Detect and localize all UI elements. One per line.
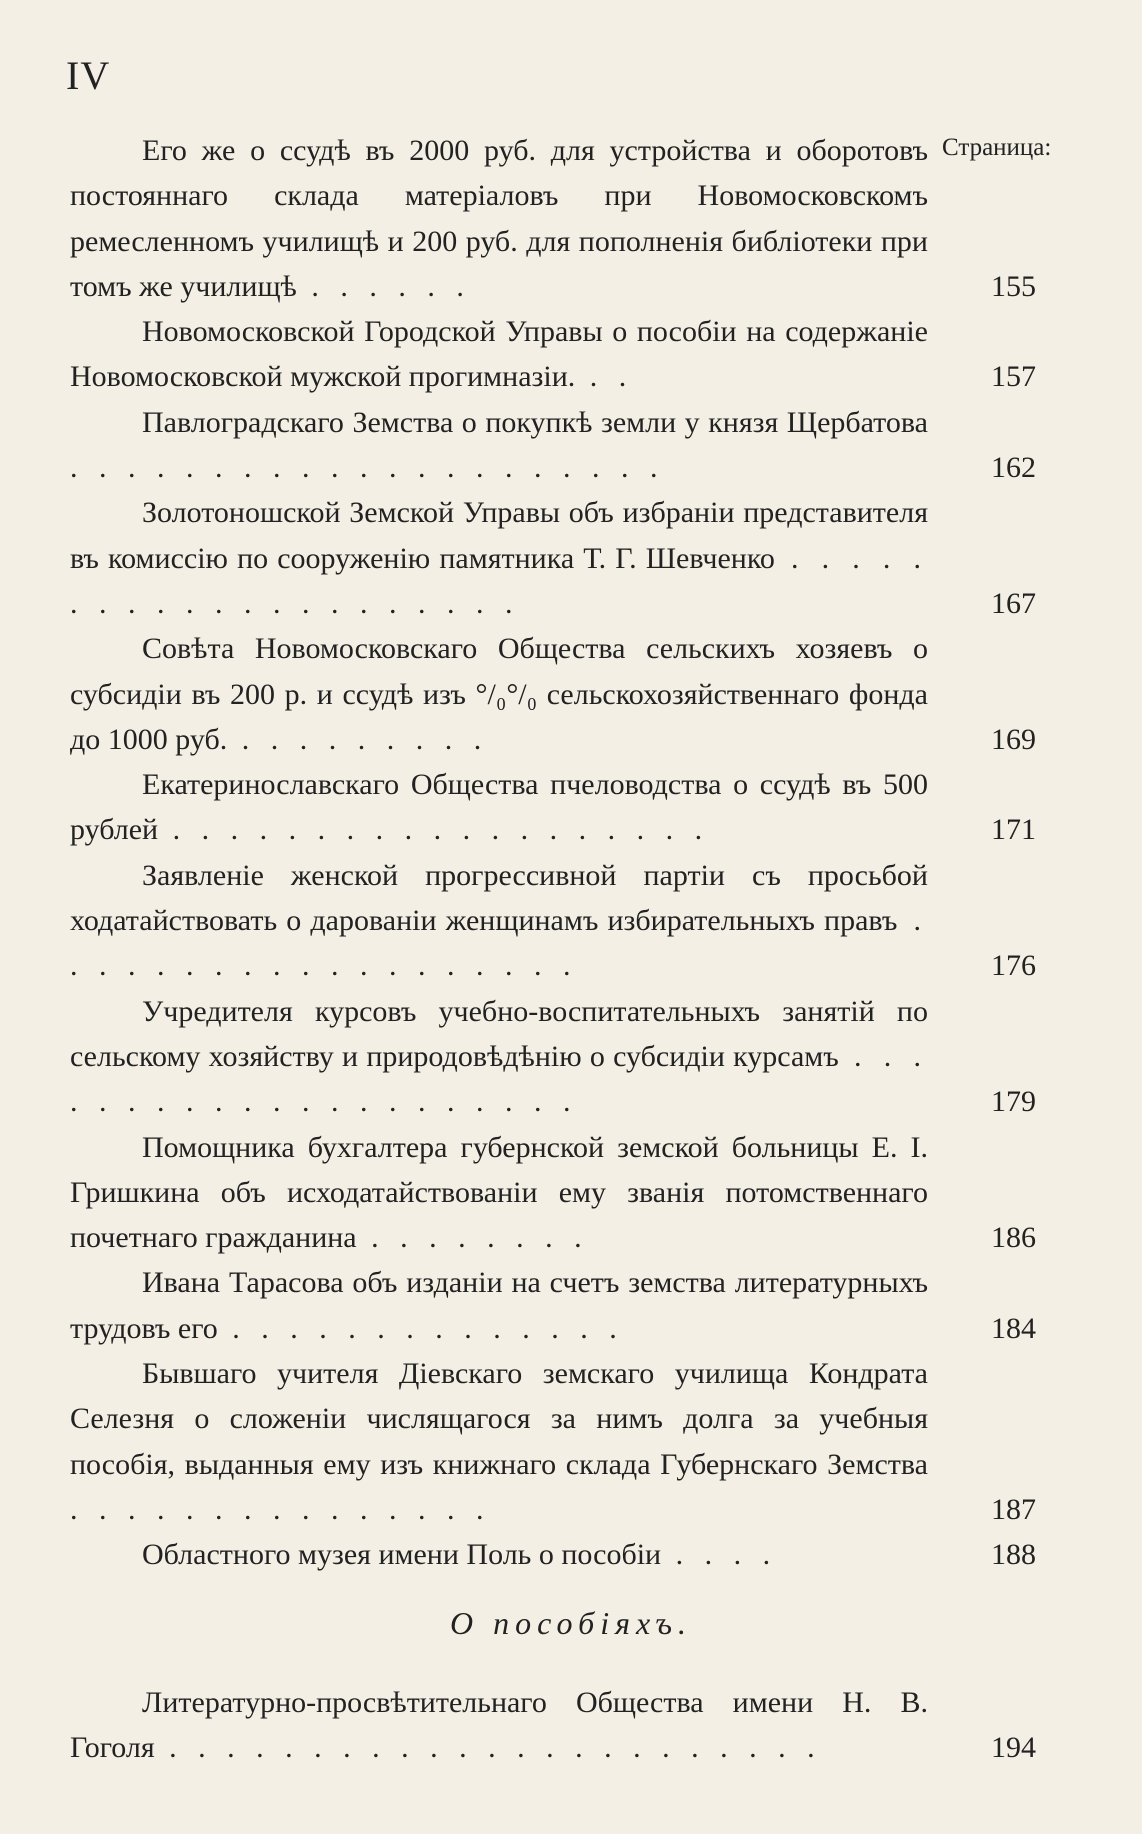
- toc-entries-grants: [70, 1680, 1036, 1771]
- toc-entry-text: [70, 989, 928, 1125]
- toc-entry-page: 194: [991, 1731, 1036, 1765]
- toc-entry-title: Помощника бухгалтера губернской земской больницы Е. І. Гришкина объ исходатайствованіи ему званія потомственнаго почетнаго гражданина: [70, 1130, 928, 1255]
- toc-entry: [70, 1680, 1036, 1771]
- toc-entry-title: Совѣта Новомосковскаго Общества сельскихъ хозяевъ о субсидіи въ 200 р. и ссудѣ изъ °/₀°/₀ сельскохозяйственнаго фонда до 1000 руб.: [70, 632, 928, 756]
- toc-entry: [70, 309, 1036, 400]
- toc-entry-text: [70, 1260, 928, 1351]
- dot-leader: . . . . . . . .: [356, 1221, 589, 1255]
- toc-entry: [70, 762, 1036, 853]
- dot-leader: . . . . . . . . . . . . . . . . . . . . .: [70, 451, 665, 485]
- toc-entry-page: 171: [991, 813, 1036, 847]
- toc-entry: [70, 1260, 1036, 1351]
- toc-entry-page: 184: [991, 1311, 1036, 1345]
- dot-leader: . . . .: [661, 1538, 778, 1572]
- toc-entry-title: Литературно-просвѣтительнаго Общества имени Н. В. Гоголя: [70, 1686, 928, 1765]
- dot-leader: . . . . . . . . . . . . . .: [217, 1311, 624, 1345]
- dot-leader: . . . . . . . . . . . . . . . . . . . . .: [70, 541, 929, 620]
- toc-entry-page: 179: [991, 1085, 1036, 1119]
- toc-entry: [70, 626, 1036, 762]
- toc-entry-text: [70, 762, 928, 853]
- dot-leader: . . . . . . . . . . . . . . . . . . .: [158, 813, 710, 847]
- dot-leader: . . . . . . . . . . . . . . .: [70, 1492, 491, 1526]
- toc-entry: [70, 1125, 1036, 1261]
- dot-leader: . . . . . . . . . . . . . . . . . . . . . . .: [154, 1731, 822, 1765]
- toc-entry-title: Павлоградскаго Земства о покупкѣ земли у князя Щербатова: [142, 405, 928, 439]
- dot-leader: . . . . . . . . .: [227, 722, 489, 756]
- dot-leader: . . . . . . . . . . . . . . . . . . . . .: [70, 1039, 928, 1119]
- toc-entry: [70, 1351, 1036, 1532]
- toc-entry-title: Учредителя курсовъ учебно-воспитательныхъ занятій по сельскому хозяйству и природовѣдѣнію о субсидіи курсамъ: [70, 994, 928, 1073]
- toc-entry-title: Золотоношской Земской Управы объ избраніи представителя въ комиссію по сооруженію памятника Т. Г. Шевченко: [70, 496, 928, 575]
- toc-entry: [70, 1532, 1036, 1577]
- toc-entry-title: Областного музея имени Поль о пособіи: [142, 1538, 662, 1572]
- toc-entries: [70, 128, 1036, 1578]
- toc-entry-title: Екатеринославскаго Общества пчеловодства о ссудѣ въ 500 рублей: [70, 768, 928, 847]
- toc-entry-text: [70, 1680, 928, 1771]
- toc-entry-title: Его же о ссудѣ въ 2000 руб. для устройства и оборотовъ постояннаго склада матеріаловъ при Новомосковскомъ ремесленномъ училищѣ и 200 руб. для пополненія библіотеки при томъ же училищѣ: [70, 134, 928, 303]
- toc-entry-text: [70, 309, 928, 400]
- dot-leader: . . . . . . . . . . . . . . . . . . .: [70, 904, 929, 983]
- dot-leader: . . . . . .: [296, 269, 471, 303]
- toc-entry-text: [70, 1351, 928, 1532]
- toc-entry-page: 176: [991, 949, 1036, 983]
- toc-entry-text: [70, 1532, 928, 1577]
- toc-entry-page: 167: [991, 586, 1036, 620]
- toc-entry: [70, 400, 1036, 491]
- toc-entry-page: 187: [991, 1492, 1036, 1526]
- toc-entry-text: [70, 1125, 928, 1261]
- page-column-header: Страница:: [942, 134, 1052, 161]
- dot-leader: . .: [575, 360, 634, 394]
- toc-entry-text: [70, 853, 928, 989]
- toc-entry-title: Новомосковской Городской Управы о пособіи на содержаніе Новомосковской мужской прогимназіи.: [70, 315, 928, 394]
- toc-entry-title: Заявленіе женской прогрессивной партіи съ просьбой ходатайствовать о дарованіи женщинамъ избирательныхъ правъ: [70, 858, 928, 938]
- toc-entry-page: 157: [991, 360, 1036, 394]
- toc-entry-title: Бывшаго учителя Діевскаго земскаго училища Кондрата Селезня о сложеніи числящагося за нимъ долга за учебныя пособія, выданныя ему изъ книжнаго склада Губернскаго Земства: [70, 1357, 928, 1481]
- toc-entry-text: [70, 400, 928, 491]
- toc-entry-text: [70, 626, 928, 762]
- toc-entry-text: [70, 128, 928, 309]
- toc-entry: [70, 490, 1036, 626]
- toc-entry: [70, 128, 1036, 309]
- toc-entry-page: 155: [991, 269, 1036, 303]
- toc-entry-page: 162: [991, 451, 1036, 485]
- toc-entry-title: Ивана Тарасова объ изданіи на счетъ земства литературныхъ трудовъ его: [70, 1266, 928, 1345]
- toc-entry-page: 169: [991, 722, 1036, 756]
- toc-entry-text: [70, 490, 928, 626]
- toc-entry: [70, 989, 1036, 1125]
- toc-entry-page: 188: [991, 1538, 1036, 1572]
- page-number: IV: [66, 53, 111, 98]
- section-heading: О пособіяхъ.: [450, 1605, 692, 1641]
- toc-entry-page: 186: [991, 1221, 1036, 1255]
- toc-entry: [70, 853, 1036, 989]
